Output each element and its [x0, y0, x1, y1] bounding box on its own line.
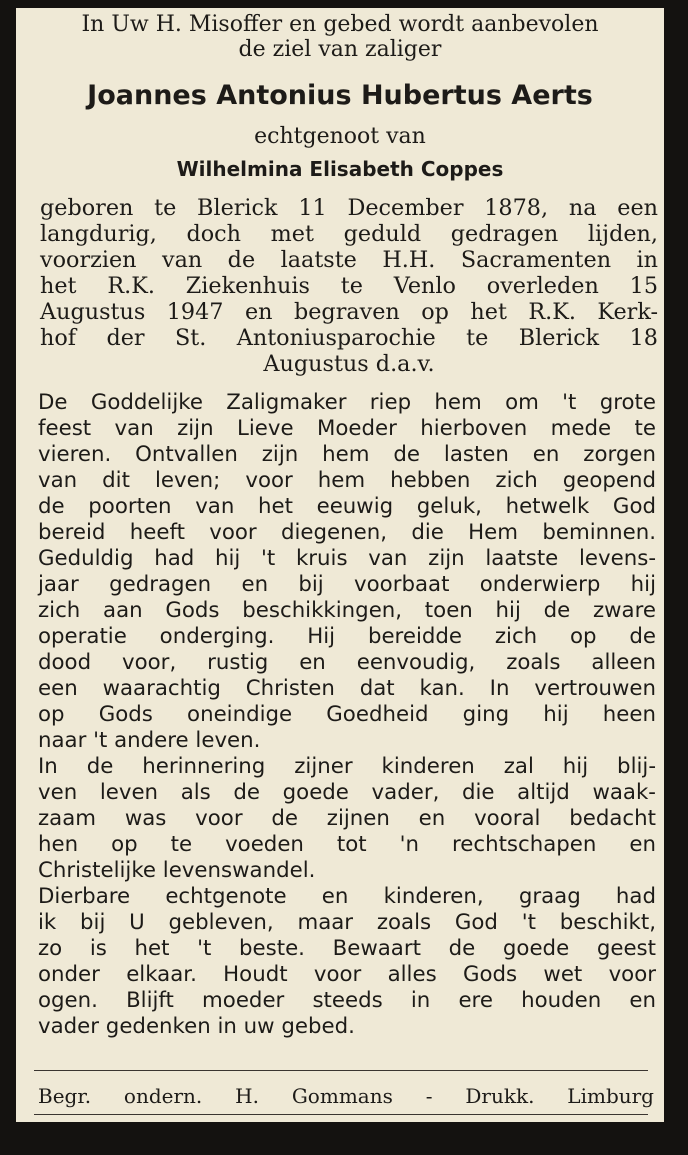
body-line: jaar gedragen en bij voorbaat onderwierp hij	[38, 572, 656, 597]
body-line: van dit leven; voor hem hebben zich geopend	[38, 468, 656, 493]
biography-line: het R.K. Ziekenhuis te Venlo overleden 15	[40, 273, 658, 299]
biography-line: langdurig, doch met geduld gedragen lijden,	[40, 221, 658, 247]
footer-rule-bottom	[34, 1114, 648, 1115]
spouse-name: Wilhelmina Elisabeth Coppes	[176, 157, 504, 181]
memorial-card	[16, 8, 664, 1122]
deceased-name: Joannes Antonius Hubertus Aerts	[87, 80, 593, 111]
body-line: ik bij U gebleven, maar zoals God 't beschikt,	[38, 910, 656, 935]
body-line: zaam was voor de zijnen en vooral bedacht	[38, 806, 656, 831]
body-line: naar 't andere leven.	[38, 728, 261, 753]
body-line: vader gedenken in uw gebed.	[38, 1014, 355, 1039]
body-line: dood voor, rustig en eenvoudig, zoals alleen	[38, 650, 656, 675]
intro-line-2: de ziel van zaliger	[238, 37, 442, 62]
printer-credit: Begr. ondern. H. Gommans - Drukk. Limburg	[38, 1084, 654, 1108]
biography-line: geboren te Blerick 11 December 1878, na een	[40, 195, 658, 221]
body-line: zich aan Gods beschikkingen, toen hij de zware	[38, 598, 656, 623]
body-line: onder elkaar. Houdt voor alles Gods wet voor	[38, 962, 656, 987]
body-line: In de herinnering zijner kinderen zal hij blij-	[38, 754, 656, 779]
body-line: operatie onderging. Hij bereidde zich op de	[38, 624, 656, 649]
body-line: Dierbare echtgenote en kinderen, graag had	[38, 884, 656, 909]
biography-line: Augustus d.a.v.	[263, 351, 435, 377]
body-line: Geduldig had hij 't kruis van zijn laatste levens-	[38, 546, 656, 571]
body-line: hen op te voeden tot 'n rechtschapen en	[38, 832, 656, 857]
body-line: De Goddelijke Zaligmaker riep hem om 't grote	[38, 390, 656, 415]
body-line: ven leven als de goede vader, die altijd waak-	[38, 780, 656, 805]
body-line: de poorten van het eeuwig geluk, hetwelk God	[38, 494, 656, 519]
footer-rule-top	[34, 1070, 648, 1071]
body-line: zo is het 't beste. Bewaart de goede geest	[38, 936, 656, 961]
biography-line: hof der St. Antoniusparochie te Blerick 18	[40, 325, 658, 351]
body-line: bereid heeft voor diegenen, die Hem beminnen.	[38, 520, 656, 545]
biography-line: Augustus 1947 en begraven op het R.K. Kerk-	[40, 299, 658, 325]
body-line: vieren. Ontvallen zijn hem de lasten en zorgen	[38, 442, 656, 467]
relation-label: echtgenoot van	[254, 124, 426, 149]
body-line: ogen. Blijft moeder steeds in ere houden en	[38, 988, 656, 1013]
biography-line: voorzien van de laatste H.H. Sacramenten in	[40, 247, 658, 273]
intro-line-1: In Uw H. Misoffer en gebed wordt aanbevolen	[81, 12, 599, 37]
body-line: feest van zijn Lieve Moeder hierboven mede te	[38, 416, 656, 441]
body-line: een waarachtig Christen dat kan. In vertrouwen	[38, 676, 656, 701]
body-line: op Gods oneindige Goedheid ging hij heen	[38, 702, 656, 727]
body-line: Christelijke levenswandel.	[38, 858, 316, 883]
